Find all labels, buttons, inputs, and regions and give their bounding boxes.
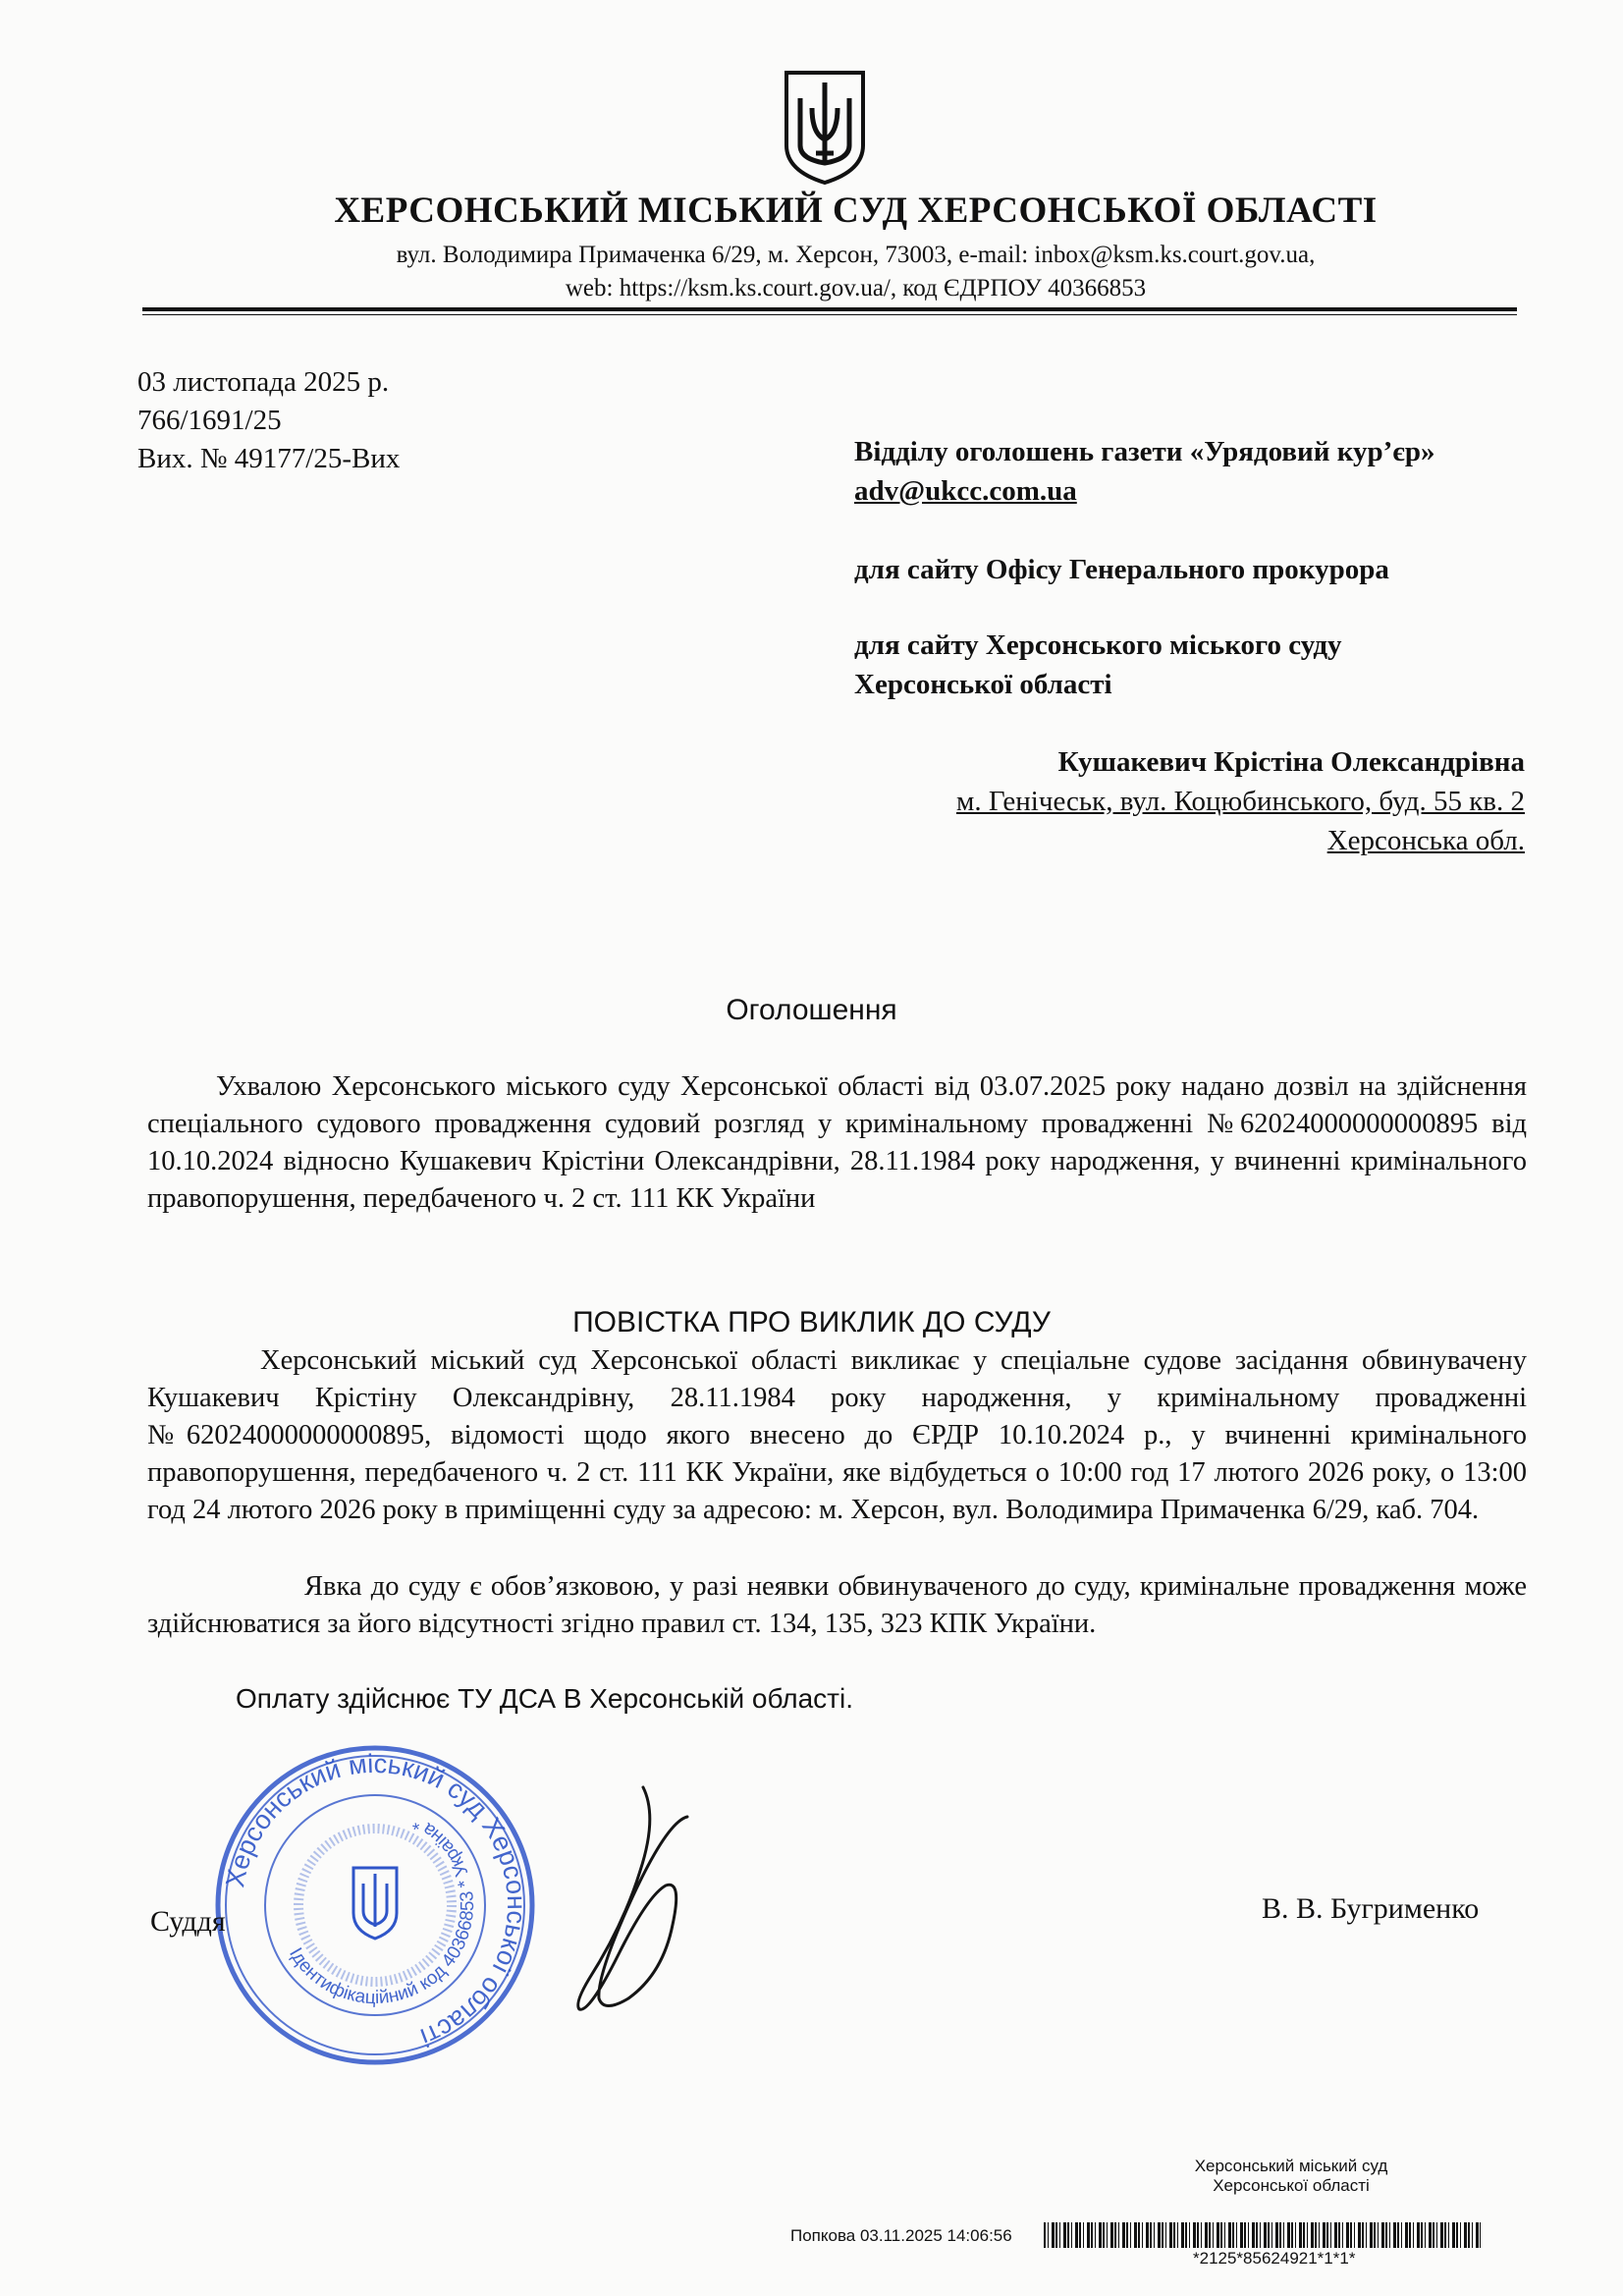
court-seal xyxy=(208,1738,542,2072)
trident-coat-of-arms-icon xyxy=(781,69,869,187)
svg-text:Херсонський міський суд Херсон: Херсонський міський суд Херсонської області xyxy=(220,1748,532,2052)
recipient-newspaper xyxy=(854,432,1434,511)
payment-note: Оплату здійснює ТУ ДСА В Херсонській області. xyxy=(236,1683,853,1714)
recipient-prosecutor-site: для сайту Офісу Генерального прокурора xyxy=(854,554,1389,585)
court-site-line2: Херсонської області xyxy=(854,669,1112,700)
outgoing-number: Вих. № 49177/25-Вих xyxy=(137,443,401,474)
judge-label: Суддя xyxy=(150,1905,226,1938)
person-address: м. Генічеськ, вул. Коцюбинського, буд. 55 кв. 2 xyxy=(956,786,1525,817)
court-web-and-code: web: https://ksm.ks.court.gov.ua/, код ЄДРПОУ 40366853 xyxy=(565,275,1147,301)
newspaper-email-link[interactable]: adv@ukcc.com.ua xyxy=(854,475,1077,507)
document-barcode xyxy=(1044,2222,1481,2248)
person-name: Кушакевич Крістіна Олександрівна xyxy=(1057,746,1525,778)
announcement-title: Оголошення xyxy=(726,994,897,1026)
document-meta xyxy=(137,363,400,478)
person-region: Херсонська обл. xyxy=(1326,825,1525,856)
footer-court-name xyxy=(1163,2157,1419,2196)
court-site-line1: для сайту Херсонського міського суду xyxy=(854,629,1342,661)
svg-text:Ідентифікаційний код 40366853: Ідентифікаційний код 40366853 * Україна * xyxy=(284,1812,479,2009)
header-divider xyxy=(142,307,1517,311)
handwritten-signature xyxy=(550,1777,727,2023)
court-address: вул. Володимира Примаченка 6/29, м. Херсон, 73003, e-mail: inbox@ksm.ks.court.gov.ua, xyxy=(396,242,1316,268)
header-divider-thin xyxy=(142,314,1517,315)
summons-title: ПОВІСТКА ПРО ВИКЛИК ДО СУДУ xyxy=(572,1306,1051,1339)
summons-paragraph: Херсонський міський суд Херсонської області викликає у спеціальне судове засідання обвинувачену Кушакевич Крістіну Олександрівну, 28.11.1984 року народження, у кримінальному провадженні №62024000000000895, відомості щодо якого внесено до ЄРДР 10.10.2024 р., у вчиненні кримінального правопорушення, передбаченого ч. 2 ст. 111 КК України, яке відбудеться о 10:00 год 17 лютого 2026 року, о 13:00 год 24 лютого 2026 року в приміщенні суду за адресою: м. Херсон, вул. Володимира Примаченка 6/29, каб. 704. xyxy=(147,1345,1527,1525)
attendance-paragraph: Явка до суду є обов’язковою, у разі неявки обвинуваченого до суду, кримінальне провадження може здійснюватися за його відсутності згідно правил ст. 134, 135, 323 КПК України. xyxy=(147,1571,1527,1639)
footer-court-line2: Херсонської області xyxy=(1213,2176,1370,2195)
document-date: 03 листопада 2025 р. xyxy=(137,366,390,398)
newspaper-department: Відділу оголошень газети «Урядовий кур’єр» xyxy=(854,436,1435,467)
recipient-person xyxy=(956,742,1525,860)
case-number: 766/1691/25 xyxy=(137,405,282,436)
clerk-timestamp: Попкова 03.11.2025 14:06:56 xyxy=(790,2226,1012,2245)
footer-court-line1: Херсонський міський суд xyxy=(1194,2157,1388,2175)
announcement-text: Ухвалою Херсонського міського суду Херсонської області від 03.07.2025 року надано дозвіл на здійснення спеціального судового провадження судовий розгляд у кримінальному провадженні №62024000000000895 від 10.10.2024 відносно Кушакевич Крістіни Олександрівни, 28.11.1984 року народження, у вчиненні кримінального правопорушення, передбаченого ч. 2 ст. 111 КК України xyxy=(147,1071,1527,1214)
judge-name: В. В. Бугрименко xyxy=(1262,1892,1480,1925)
barcode-code: *2125*85624921*1*1* xyxy=(1193,2249,1356,2268)
court-name: ХЕРСОНСЬКИЙ МІСЬКИЙ СУД ХЕРСОНСЬКОЇ ОБЛАСТІ xyxy=(334,191,1378,231)
recipient-court-site xyxy=(854,626,1342,704)
